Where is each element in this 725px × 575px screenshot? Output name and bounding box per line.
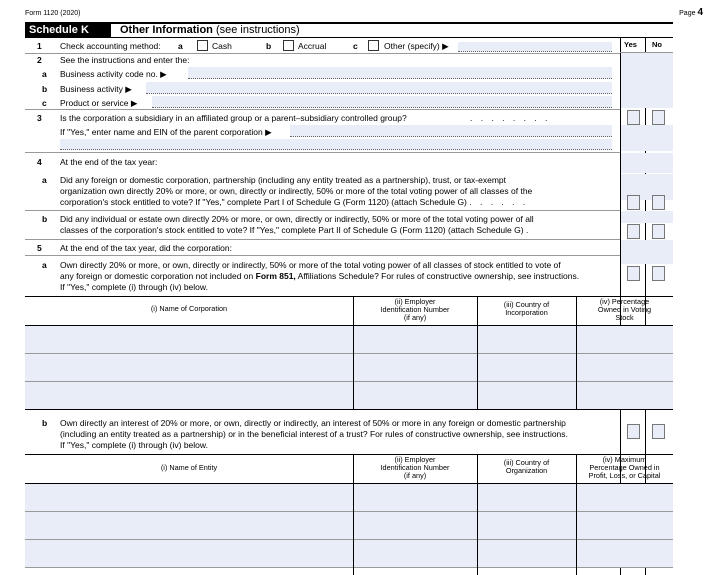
table-b-col-ein bbox=[353, 456, 477, 480]
yn-shade-line4b bbox=[621, 211, 673, 223]
table-b-col-ein-1: (ii) Employer bbox=[394, 455, 436, 464]
line4-text: At the end of the tax year: bbox=[60, 157, 158, 167]
line5a-text bbox=[60, 260, 620, 293]
other-method-label: Other (specify) ▶ bbox=[384, 41, 449, 51]
page-label bbox=[679, 7, 703, 18]
line4-num: 4 bbox=[37, 157, 42, 167]
table-b-div3-body bbox=[576, 484, 577, 575]
parent-corp-field-2[interactable] bbox=[60, 139, 612, 150]
line4a-text2: organization own directly 20% or more, or own, directly or indirectly, 50% or more of the total voting power of all classes of the bbox=[60, 186, 533, 196]
table-a-col-ein-2: Identification Number bbox=[380, 305, 450, 314]
product-service-field[interactable] bbox=[152, 96, 612, 108]
line5-b-letter: b bbox=[42, 418, 48, 428]
no-header: No bbox=[652, 40, 662, 49]
form-id: Form 1120 (2020) bbox=[25, 10, 81, 17]
line4b-text bbox=[60, 214, 615, 236]
line3-yes-box[interactable] bbox=[627, 110, 640, 125]
line3-num: 3 bbox=[37, 113, 42, 123]
line5-rule bbox=[25, 255, 620, 256]
table-b-div2-body bbox=[477, 484, 478, 575]
cash-label: Cash bbox=[212, 41, 232, 51]
page-number: 4 bbox=[697, 7, 703, 18]
table-a-col-ein-3: (if any) bbox=[403, 313, 427, 322]
table-a-col-ein-1: (ii) Employer bbox=[394, 297, 436, 306]
table-a-col-country-1: (iii) Country of bbox=[503, 300, 550, 309]
line5a-yes-box[interactable] bbox=[627, 266, 640, 281]
page-text: Page bbox=[679, 10, 698, 17]
other-method-checkbox[interactable] bbox=[368, 40, 379, 51]
table-a-col-name: (i) Name of Corporation bbox=[150, 304, 228, 313]
line4a-text bbox=[60, 175, 615, 208]
line1-rule bbox=[25, 53, 620, 54]
line3-dots: . . . . . . . . bbox=[470, 113, 551, 123]
schedule-title: Other Information bbox=[120, 24, 213, 36]
line4a-dots: . . . . . . bbox=[469, 197, 529, 207]
business-activity-label: Business activity ▶ bbox=[60, 84, 132, 94]
parent-corp-label: If "Yes," enter name and EIN of the parent corporation ▶ bbox=[60, 127, 272, 137]
yes-header: Yes bbox=[624, 40, 637, 49]
line2-a-letter: a bbox=[42, 69, 47, 79]
table-a-div2-body bbox=[477, 326, 478, 409]
line1-num: 1 bbox=[37, 41, 42, 51]
table-a-col-pct bbox=[576, 298, 673, 322]
table-b-div1-body bbox=[353, 484, 354, 575]
line5-a-letter: a bbox=[42, 260, 47, 270]
yn-shade-lines-1-2 bbox=[621, 53, 673, 108]
line4b-yes-box[interactable] bbox=[627, 224, 640, 239]
line2-num: 2 bbox=[37, 55, 42, 65]
schedule-heading bbox=[120, 24, 300, 37]
activity-code-field[interactable] bbox=[188, 67, 612, 79]
yn-shade-line5 bbox=[621, 240, 673, 264]
line4a-yes-box[interactable] bbox=[627, 195, 640, 210]
line5a-no-box[interactable] bbox=[652, 266, 665, 281]
accrual-checkbox[interactable] bbox=[283, 40, 294, 51]
line5b-text2: (including an entity treated as a partnership) or in the beneficial interest of a trust? For rules of constructive ownership, see instructions. bbox=[60, 429, 568, 439]
line4b-no-box[interactable] bbox=[652, 224, 665, 239]
other-method-field[interactable] bbox=[458, 42, 612, 52]
parent-corp-field[interactable] bbox=[290, 125, 612, 137]
line4a-text3: corporation's stock entitled to vote? If "Yes," complete Part I of Schedule G (Form 1120) (attach Schedule G) bbox=[60, 197, 467, 207]
table-a-col-pct-3: Stock bbox=[615, 313, 634, 322]
table-b-col-pct-2: Percentage Owned in bbox=[589, 463, 660, 472]
table-b-col-country bbox=[477, 459, 576, 475]
line4b-text2: classes of the corporation's stock entitled to vote? If "Yes," complete Part II of Schedule G (Form 1120) (attach Schedule G) bbox=[60, 225, 524, 235]
line5-text: At the end of the tax year, did the corporation: bbox=[60, 243, 233, 253]
line3-rule bbox=[25, 152, 620, 153]
line2-rule bbox=[25, 109, 620, 110]
line5a-text1: Own directly 20% or more, or own, directly or indirectly, 50% or more of the total voting power of all classes of stock entitled to vote of bbox=[60, 260, 561, 270]
line1-a-letter: a bbox=[178, 41, 183, 51]
table-b-col-pct-1: (iv) Maximum bbox=[602, 455, 647, 464]
line5b-text3: If "Yes," complete (i) through (iv) below. bbox=[60, 440, 208, 450]
business-activity-field[interactable] bbox=[146, 82, 612, 94]
yn-shade-line4 bbox=[621, 153, 673, 173]
line2-b-letter: b bbox=[42, 84, 48, 94]
line3-no-box[interactable] bbox=[652, 110, 665, 125]
line1-c-letter: c bbox=[353, 41, 358, 51]
table-a-col-pct-2: Owned in Voting bbox=[597, 305, 652, 314]
cash-checkbox[interactable] bbox=[197, 40, 208, 51]
line4-a-letter: a bbox=[42, 175, 47, 185]
table-b-col-country-1: (iii) Country of bbox=[503, 458, 550, 467]
table-b-col-pct-3: Profit, Loss, or Capital bbox=[588, 471, 661, 480]
activity-code-label: Business activity code no. ▶ bbox=[60, 69, 167, 79]
line2-c-letter: c bbox=[42, 98, 47, 108]
line5-num: 5 bbox=[37, 243, 42, 253]
product-service-label: Product or service ▶ bbox=[60, 98, 138, 108]
accrual-label: Accrual bbox=[298, 41, 327, 51]
yn-shade-line3 bbox=[621, 125, 673, 151]
line5a-text3: If "Yes," complete (i) through (iv) below. bbox=[60, 282, 208, 292]
table-a-div3-body bbox=[576, 326, 577, 409]
table-b-col-ein-2: Identification Number bbox=[380, 463, 450, 472]
line4a-no-box[interactable] bbox=[652, 195, 665, 210]
line4b-rule bbox=[25, 239, 620, 240]
table-a-col-ein bbox=[353, 298, 477, 322]
line1-b-letter: b bbox=[266, 41, 272, 51]
schedule-subtitle: (see instructions) bbox=[215, 24, 300, 36]
line5a-text2-post: Affiliations Schedule? For rules of constructive ownership, see instructions. bbox=[295, 271, 580, 281]
line1-text: Check accounting method: bbox=[60, 41, 161, 51]
table-a-col-country-2: Incorporation bbox=[505, 308, 548, 317]
form-851-ref: Form 851, bbox=[255, 271, 296, 281]
line5b-text1: Own directly an interest of 20% or more, or own, directly or indirectly, an interest of 50% or more in any foreign or domestic partnership bbox=[60, 418, 566, 428]
line4a-rule bbox=[25, 210, 620, 211]
line2-text: See the instructions and enter the: bbox=[60, 55, 190, 65]
line5b-text bbox=[60, 418, 620, 451]
table-b-col-pct bbox=[576, 456, 673, 480]
line5b-no-box[interactable] bbox=[652, 424, 665, 439]
table-b-col-country-2: Organization bbox=[505, 466, 548, 475]
line5a-text2-pre: any foreign or domestic corporation not included on bbox=[60, 271, 256, 281]
table-a-bottom-rule bbox=[25, 409, 673, 410]
table-b-col-name: (i) Name of Entity bbox=[160, 463, 218, 472]
schedule-tag: Schedule K bbox=[25, 24, 111, 37]
table-a-div1-body bbox=[353, 326, 354, 409]
line4b-dots: . bbox=[525, 225, 529, 235]
line3-text: Is the corporation a subsidiary in an affiliated group or a parent–subsidiary controlled group? bbox=[60, 113, 407, 123]
table-a-col-pct-1: (iv) Percentage bbox=[599, 297, 650, 306]
table-b-col-ein-3: (if any) bbox=[403, 471, 427, 480]
line4a-text1: Did any foreign or domestic corporation, partnership (including any entity treated as a partnership), trust, or tax-exempt bbox=[60, 175, 506, 185]
schedule-rule bbox=[25, 37, 673, 38]
line4-b-letter: b bbox=[42, 214, 48, 224]
line4b-text1: Did any individual or estate own directly 20% or more, or own, directly or indirectly, 50% or more of the total voting power of all bbox=[60, 214, 534, 224]
line5b-yes-box[interactable] bbox=[627, 424, 640, 439]
table-a-col-country bbox=[477, 301, 576, 317]
